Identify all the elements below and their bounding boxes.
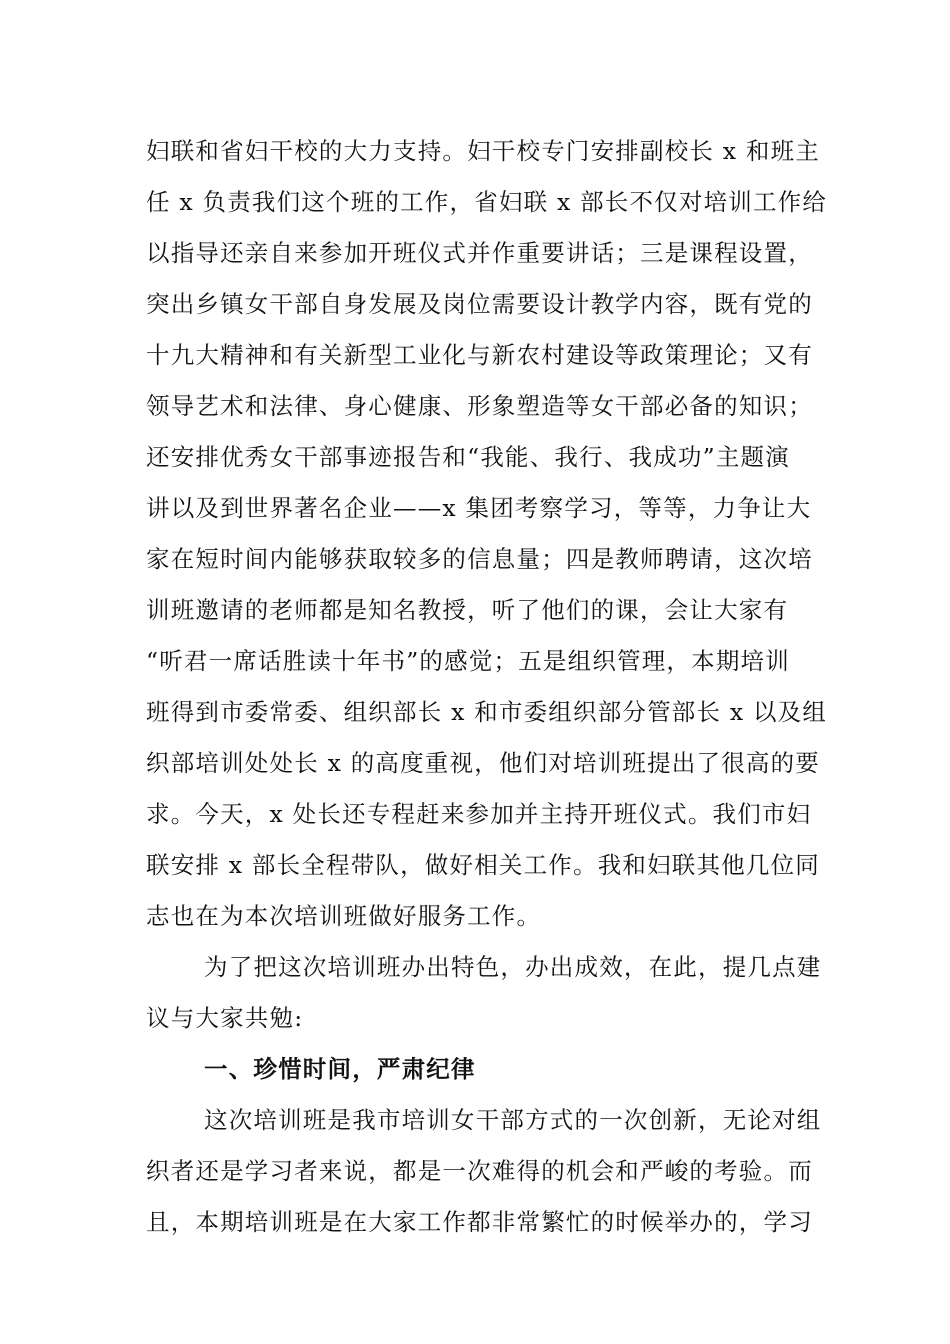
body-text-line: 织部培训处处长 x 的高度重视，他们对培训班提出了很高的要 [146, 749, 820, 777]
body-text-line: 领导艺术和法律、身心健康、形象塑造等女干部必备的知识； [146, 392, 813, 420]
body-text-line: 还安排优秀女干部事迹报告和“我能、我行、我成功”主题演 [146, 443, 790, 471]
body-text-line: 志也在为本次培训班做好服务工作。 [146, 902, 542, 930]
paragraph-first-line: 这次培训班是我市培训女干部方式的一次创新，无论对组 [204, 1106, 822, 1134]
body-text-line: 联安排 x 部长全程带队，做好相关工作。我和妇联其他几位同 [146, 851, 820, 879]
body-text-line: 十九大精神和有关新型工业化与新农村建设等政策理论；又有 [146, 341, 813, 369]
body-text-line: 且，本期培训班是在大家工作都非常繁忙的时候举办的，学习 [146, 1208, 813, 1236]
body-text-line: 议与大家共勉: [146, 1004, 304, 1032]
body-text-line: 突出乡镇女干部自身发展及岗位需要设计教学内容，既有党的 [146, 290, 813, 318]
body-text-line: 训班邀请的老师都是知名教授，听了他们的课，会让大家有 [146, 596, 789, 624]
body-text-line: 求。今天，x 处长还专程赶来参加并主持开班仪式。我们市妇 [146, 800, 812, 828]
body-text-line: 班得到市委常委、组织部长 x 和市委组织部分管部长 x 以及组 [146, 698, 828, 726]
body-text-line: 妇联和省妇干校的大力支持。妇干校专门安排副校长 x 和班主 [146, 137, 820, 165]
body-text-line: 以指导还亲自来参加开班仪式并作重要讲话；三是课程设置， [146, 239, 813, 267]
body-text-line: 任 x 负责我们这个班的工作，省妇联 x 部长不仅对培训工作给 [146, 188, 828, 216]
body-text-line: 家在短时间内能够获取较多的信息量；四是教师聘请，这次培 [146, 545, 813, 573]
paragraph-first-line: 为了把这次培训班办出特色，办出成效，在此，提几点建 [204, 953, 822, 981]
body-text-line: “听君一席话胜读十年书”的感觉；五是组织管理，本期培训 [146, 647, 790, 675]
section-heading: 一、珍惜时间，严肃纪律 [204, 1055, 476, 1083]
body-text-line: 织者还是学习者来说，都是一次难得的机会和严峻的考验。而 [146, 1157, 813, 1185]
body-text-line: 讲以及到世界著名企业——x 集团考察学习，等等，力争让大 [146, 494, 812, 522]
